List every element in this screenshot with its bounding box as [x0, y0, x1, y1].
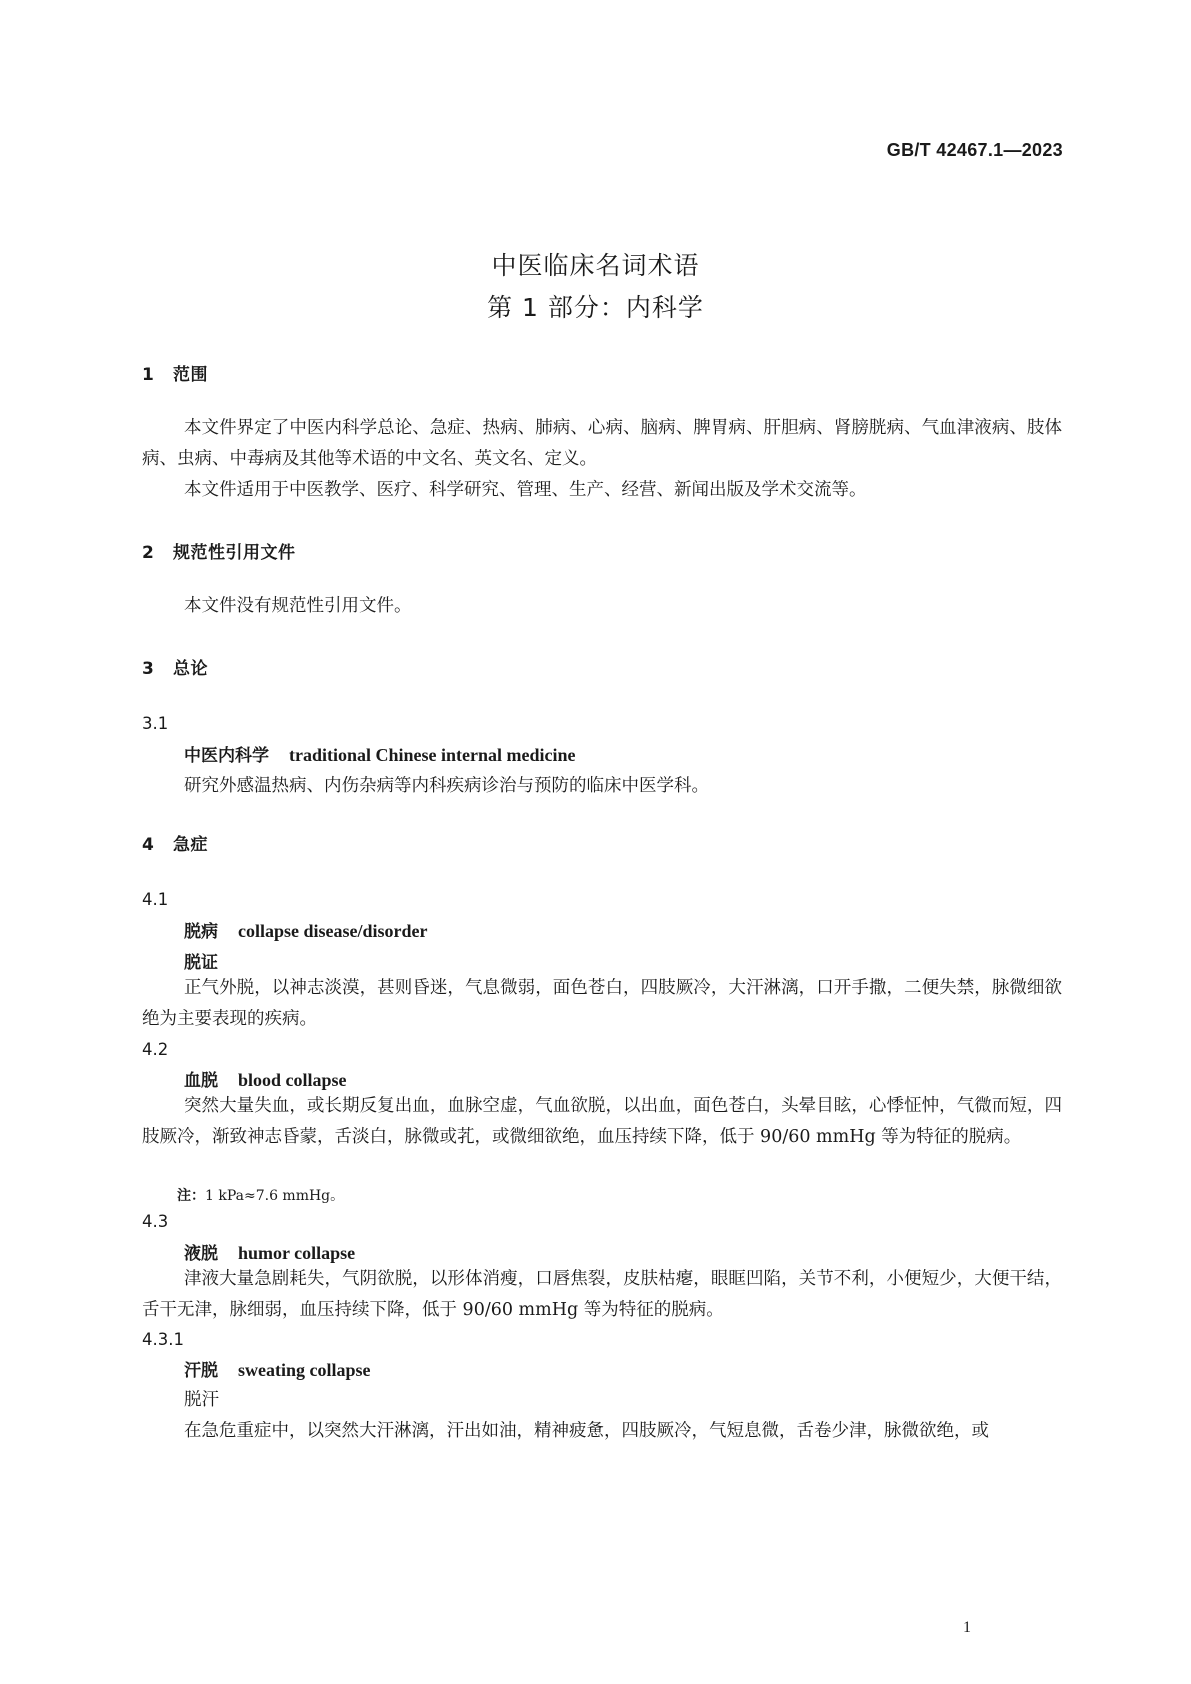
section-heading-normative-references: [142, 538, 296, 563]
section-number: 1: [142, 365, 155, 385]
scope-paragraph-1: 本文件界定了中医内科学总论、急症、热病、肺病、心病、脑病、脾胃病、肝胆病、肾膀胱病、气血津液病、肢体病、虫病、中毒病及其他等术语的中文名、英文名、定义。: [142, 418, 1062, 469]
entry-number-4-3-1: 4.3.1: [142, 1330, 184, 1349]
term-4-1: [184, 917, 428, 942]
document-subtitle: 第 1 部分：内科学: [487, 293, 704, 322]
term-zh: 中医内科学: [184, 746, 269, 766]
entry-number-4-3: 4.3: [142, 1212, 169, 1231]
scope-paragraph-2: 本文件适用于中医教学、医疗、科学研究、管理、生产、经营、新闻出版及学术交流等。: [184, 480, 867, 500]
definition-4-3-1: 在急危重症中，以突然大汗淋漓，汗出如油，精神疲惫，四肢厥冷，气短息微，舌卷少津，脉微欲绝，或: [184, 1421, 989, 1441]
page-number: 1: [963, 1619, 971, 1636]
definition-3-1: 研究外感温热病、内伤杂病等内科疾病诊治与预防的临床中医学科。: [184, 776, 709, 796]
term-4-2: [184, 1066, 347, 1091]
term-zh: 汗脱: [184, 1361, 218, 1381]
note-4-2: [177, 1185, 344, 1205]
section-title: 规范性引用文件: [173, 543, 296, 563]
term-en: blood collapse: [238, 1070, 347, 1090]
term-4-3-1: [184, 1356, 371, 1381]
document-title: 中医临床名词术语: [491, 251, 700, 280]
definition-4-3: 津液大量急剧耗失，气阴欲脱，以形体消瘦，口唇焦裂，皮肤枯瘪，眼眶凹陷，关节不利，小便短少，大便干结，舌干无津，脉细弱，血压持续下降，低于 90/60 mmHg 等为特征的脱病。: [142, 1269, 1062, 1320]
references-paragraph: 本文件没有规范性引用文件。: [184, 596, 412, 616]
term-zh: 液脱: [184, 1244, 218, 1264]
entry-number-3-1: 3.1: [142, 714, 169, 733]
synonym-4-1: 脱证: [184, 953, 218, 973]
term-3-1: [184, 741, 576, 766]
term-en: humor collapse: [238, 1243, 356, 1263]
section-heading-general: [142, 654, 208, 679]
entry-number-4-2: 4.2: [142, 1040, 169, 1059]
definition-4-2: 突然大量失血，或长期反复出血，血脉空虚，气血欲脱，以出血，面色苍白，头晕目眩，心悸怔忡，气微而短，四肢厥冷，渐致神志昏蒙，舌淡白，脉微或芤，或微细欲绝，血压持续下降，低于 90/60 mmHg 等为特征的脱病。: [142, 1096, 1062, 1147]
term-en: collapse disease/disorder: [238, 921, 428, 941]
section-heading-scope: [142, 360, 208, 385]
term-en: traditional Chinese internal medicine: [289, 745, 576, 765]
section-title: 急症: [173, 835, 208, 855]
term-en: sweating collapse: [238, 1360, 371, 1380]
section-number: 4: [142, 835, 155, 855]
section-title: 范围: [173, 365, 208, 385]
section-number: 2: [142, 543, 155, 563]
term-zh: 血脱: [184, 1071, 218, 1091]
note-label: 注：: [177, 1188, 205, 1204]
term-zh: 脱病: [184, 922, 218, 942]
section-title: 总论: [173, 659, 208, 679]
definition-4-1: 正气外脱，以神志淡漠，甚则昏迷，气息微弱，面色苍白，四肢厥冷，大汗淋漓，口开手撒，二便失禁，脉微细欲绝为主要表现的疾病。: [142, 978, 1062, 1029]
section-number: 3: [142, 659, 155, 679]
note-text: 1 kPa≈7.6 mmHg。: [205, 1188, 345, 1204]
synonym-4-3-1: 脱汗: [184, 1390, 219, 1410]
entry-number-4-1: 4.1: [142, 890, 169, 909]
section-heading-emergency: [142, 830, 208, 855]
standard-code: GB/T 42467.1—2023: [886, 140, 1063, 160]
term-4-3: [184, 1239, 355, 1264]
